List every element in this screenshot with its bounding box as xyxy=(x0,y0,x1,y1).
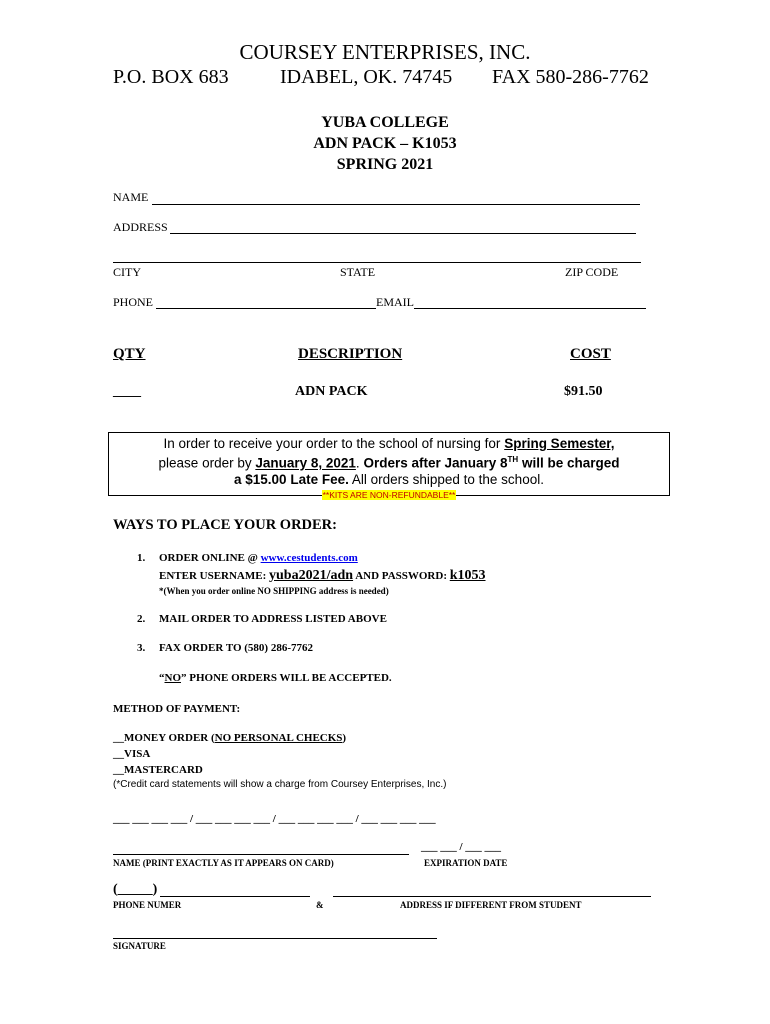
money-order-label: __MONEY ORDER ( xyxy=(113,732,215,744)
phone-field[interactable] xyxy=(156,308,376,309)
address-label: ADDRESS xyxy=(113,220,168,234)
no-phone-orders xyxy=(159,672,392,684)
qty-field[interactable]: ____ xyxy=(113,384,141,399)
option-1-text: ORDER ONLINE @ xyxy=(159,552,261,564)
username-value: yuba2021/adn xyxy=(269,568,354,583)
option-1-number: 1. xyxy=(137,552,146,564)
description-header: DESCRIPTION xyxy=(298,346,403,362)
phone-label: PHONE xyxy=(113,295,154,309)
payment-phone-field[interactable] xyxy=(160,896,310,897)
payment-heading: METHOD OF PAYMENT: xyxy=(113,703,241,715)
notice-semester: Spring Semester, xyxy=(504,436,615,451)
alternate-address-field[interactable] xyxy=(333,896,651,897)
expiration-field[interactable]: ___ ___ / ___ ___ xyxy=(421,841,502,853)
signature-label: SIGNATURE xyxy=(113,941,166,951)
online-note: *(When you order online NO SHIPPING address is needed) xyxy=(159,586,389,596)
credit-card-note: (*Credit card statements will show a charge from Coursey Enterprises, Inc.) xyxy=(113,779,447,790)
visa-option[interactable]: __VISA xyxy=(113,748,151,760)
option-3-text: FAX ORDER TO (580) 286-7762 xyxy=(159,642,313,654)
zip-label: ZIP CODE xyxy=(565,265,619,279)
cardholder-name-field[interactable] xyxy=(113,854,409,855)
notice-sup: TH xyxy=(507,455,519,464)
no-personal-checks: NO PERSONAL CHECKS xyxy=(214,732,343,744)
notice-text-1: In order to receive your order to the school of nursing for xyxy=(163,436,505,451)
payment-phone-label: PHONE NUMER xyxy=(113,900,182,910)
quote-open: “ xyxy=(159,672,165,684)
cost-header: COST xyxy=(570,346,611,362)
address-field[interactable] xyxy=(170,233,636,234)
ways-heading: WAYS TO PLACE YOUR ORDER: xyxy=(113,517,337,533)
po-box: P.O. BOX 683 xyxy=(113,66,229,88)
cardholder-name-label: NAME (PRINT EXACTLY AS IT APPEARS ON CARD) xyxy=(113,858,334,868)
password-label: AND PASSWORD: xyxy=(353,570,450,582)
money-order-close: ) xyxy=(342,732,347,744)
notice-text-2c: . xyxy=(355,455,364,471)
company-city: IDABEL, OK. 74745 xyxy=(280,66,453,88)
name-field[interactable] xyxy=(152,204,640,205)
notice-shipped: All orders shipped to the school. xyxy=(348,471,544,487)
money-order-option[interactable] xyxy=(113,732,346,744)
option-2-number: 2. xyxy=(137,613,146,625)
qty-header: QTY xyxy=(113,346,146,362)
state-label: STATE xyxy=(340,265,376,279)
option-2-text: MAIL ORDER TO ADDRESS LISTED ABOVE xyxy=(159,613,387,625)
order-deadline-notice xyxy=(108,432,670,500)
option-1-line xyxy=(159,552,358,564)
credentials-line xyxy=(159,568,486,584)
password-value: k1053 xyxy=(449,568,486,583)
notice-deadline: January 8, 2021 xyxy=(255,455,356,471)
username-label: ENTER USERNAME: xyxy=(159,570,270,582)
expiration-label: EXPIRATION DATE xyxy=(424,858,508,868)
item-description: ADN PACK xyxy=(295,384,368,399)
phone-orders-rest: ” PHONE ORDERS WILL BE ACCEPTED. xyxy=(181,672,392,684)
name-label: NAME xyxy=(113,190,149,204)
company-fax: FAX 580-286-7762 xyxy=(492,66,649,88)
option-3-number: 3. xyxy=(137,642,146,654)
notice-late-fee: a $15.00 Late Fee. xyxy=(234,471,349,487)
college-title: YUBA COLLEGE xyxy=(321,114,449,131)
mastercard-option[interactable]: __MASTERCARD xyxy=(113,764,203,776)
pack-title: ADN PACK – K1053 xyxy=(313,135,457,152)
ampersand: & xyxy=(316,900,324,910)
notice-text-2: please order by xyxy=(158,455,256,471)
email-label: EMAIL xyxy=(376,295,414,309)
notice-late-orders: Orders after January 8 xyxy=(363,455,508,471)
phone-area-code-field[interactable]: (_____) xyxy=(113,882,158,897)
item-cost: $91.50 xyxy=(564,384,603,399)
email-field[interactable] xyxy=(414,308,646,309)
term-title: SPRING 2021 xyxy=(336,156,434,173)
city-label: CITY xyxy=(113,265,141,279)
signature-field[interactable] xyxy=(113,938,437,939)
no-word: NO xyxy=(164,672,181,684)
card-number-field[interactable]: ___ ___ ___ ___ / ___ ___ ___ ___ / ___ ___ ___ ___ / ___ ___ ___ ___ xyxy=(113,813,436,825)
non-refundable-badge: **KITS ARE NON-REFUNDABLE** xyxy=(322,489,456,500)
order-website-link[interactable]: www.cestudents.com xyxy=(260,552,358,564)
company-name: COURSEY ENTERPRISES, INC. xyxy=(239,40,531,64)
city-state-zip-field[interactable] xyxy=(113,262,641,263)
alternate-address-label: ADDRESS IF DIFFERENT FROM STUDENT xyxy=(400,900,582,910)
notice-charged: will be charged xyxy=(518,455,620,471)
